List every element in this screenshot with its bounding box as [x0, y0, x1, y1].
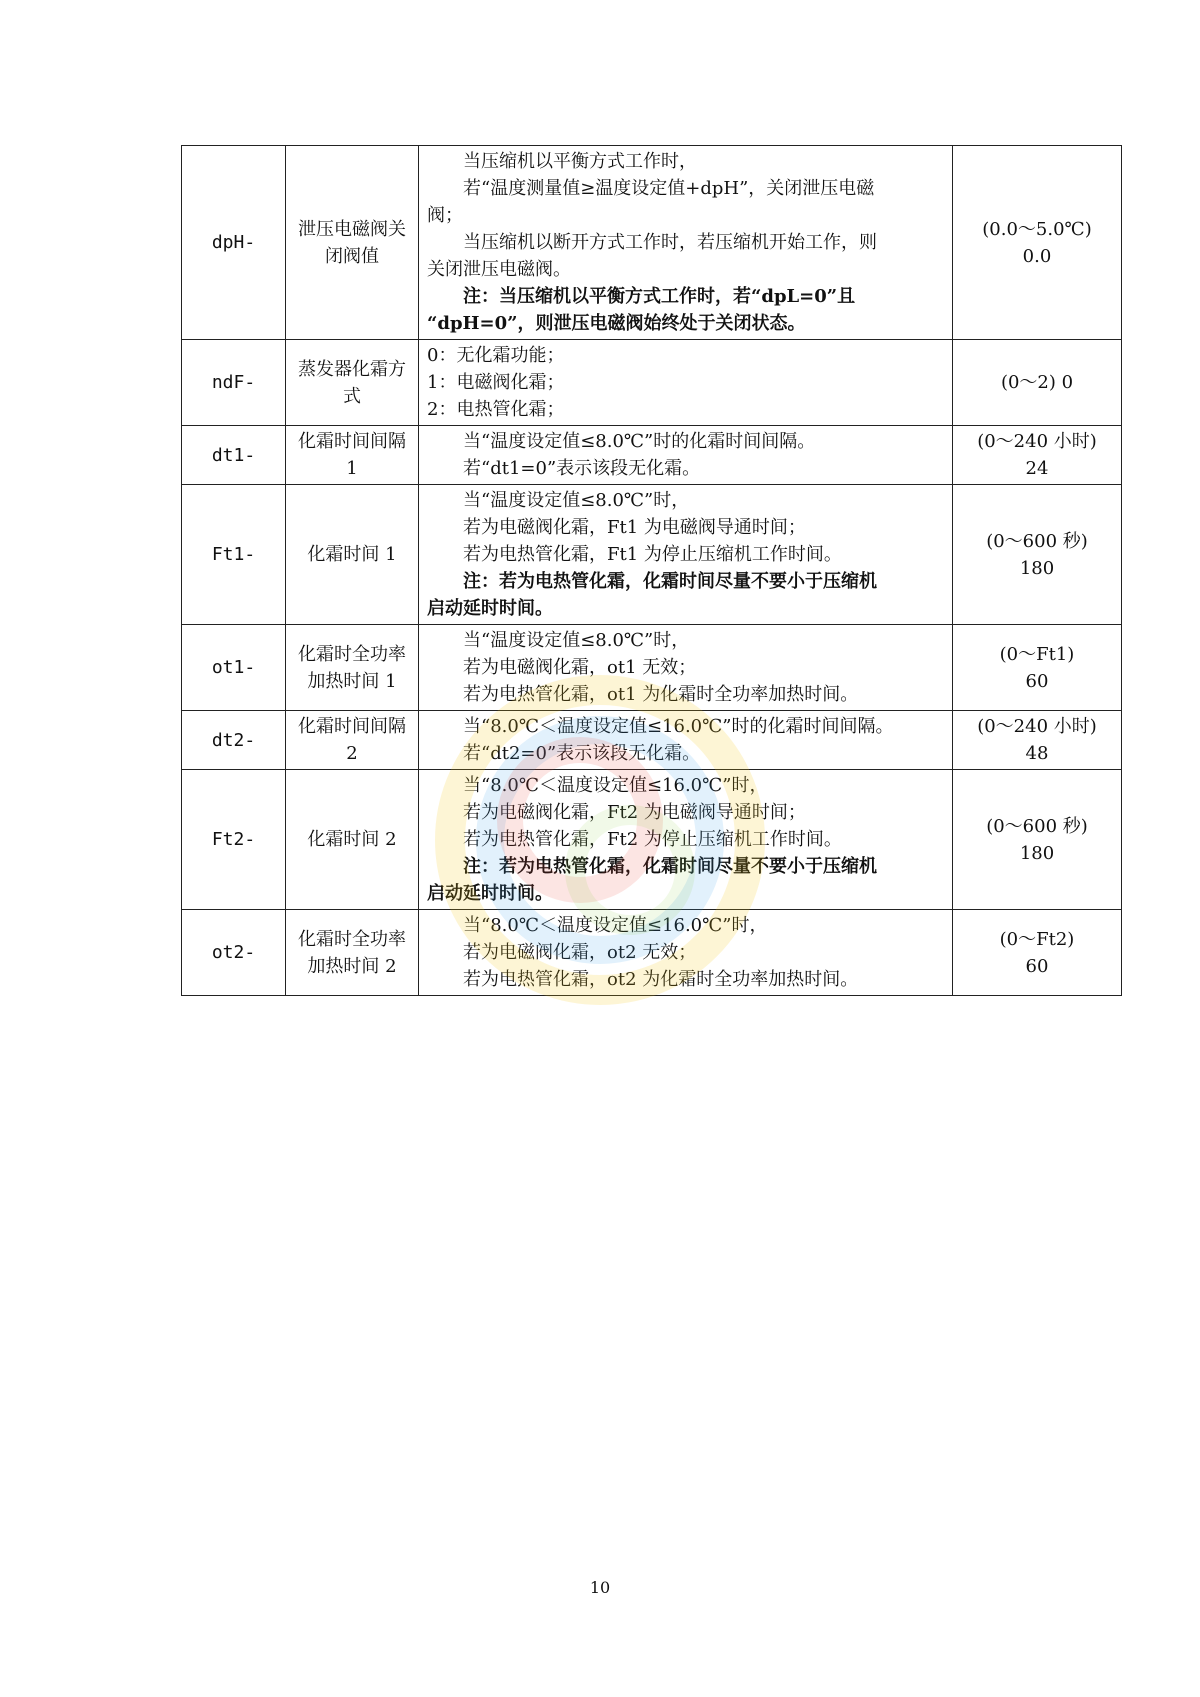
description-line: 若为电热管化霜，ot2 为化霜时全功率加热时间。	[463, 969, 859, 990]
description-line: 当“8.0℃＜温度设定值≤16.0℃”时，	[463, 775, 768, 796]
param-name: 化霜时间 1	[286, 485, 419, 625]
description-line: 若为电热管化霜，ot1 为化霜时全功率加热时间。	[463, 684, 859, 705]
range-value: (0～Ft2)	[999, 928, 1075, 950]
description-line: 若为电磁阀化霜，ot1 无效；	[463, 657, 697, 678]
param-code: dt1-	[182, 426, 286, 485]
description-line: 关闭泄压电磁阀。	[427, 259, 571, 280]
description-line: 若为电磁阀化霜，Ft2 为电磁阀导通时间；	[463, 802, 806, 823]
param-code: dt2-	[182, 711, 286, 770]
param-description	[419, 711, 953, 770]
param-name: 化霜时全功率加热时间 1	[286, 625, 419, 711]
description-line: 当压缩机以平衡方式工作时，	[463, 151, 697, 172]
param-code: ot2-	[182, 910, 286, 996]
parameter-table-body	[182, 146, 1122, 996]
table-row	[182, 770, 1122, 910]
param-name: 化霜时间间隔 2	[286, 711, 419, 770]
range-value: (0.0～5.0℃)	[982, 218, 1092, 240]
description-line: 当压缩机以断开方式工作时，若压缩机开始工作，则	[463, 232, 877, 253]
note-line: “dpH=0”，则泄压电磁阀始终处于关闭状态。	[427, 313, 806, 334]
table-row	[182, 711, 1122, 770]
param-description	[419, 770, 953, 910]
param-name: 化霜时间间隔 1	[286, 426, 419, 485]
note-line: 注：若为电热管化霜，化霜时间尽量不要小于压缩机	[463, 856, 877, 877]
description-line: 若“dt1=0”表示该段无化霜。	[463, 458, 701, 479]
param-description	[419, 625, 953, 711]
description-line: 1：电磁阀化霜；	[427, 372, 565, 393]
description-line: 阀；	[427, 205, 463, 226]
param-name: 蒸发器化霜方式	[286, 340, 419, 426]
param-range	[953, 146, 1122, 340]
table-row	[182, 910, 1122, 996]
note-line: 启动延时时间。	[427, 598, 553, 619]
note-line: 注：当压缩机以平衡方式工作时，若“dpL=0”且	[463, 286, 856, 307]
table-row	[182, 485, 1122, 625]
param-range	[953, 770, 1122, 910]
param-code: Ft1-	[182, 485, 286, 625]
table-row	[182, 426, 1122, 485]
param-range	[953, 625, 1122, 711]
note-line: 启动延时时间。	[427, 883, 553, 904]
description-line: 当“温度设定值≤8.0℃”时的化霜时间间隔。	[463, 431, 816, 452]
range-value: (0～600 秒)	[986, 530, 1088, 552]
default-value: 60	[1025, 670, 1049, 692]
default-value: 60	[1025, 955, 1049, 977]
note-line: 注：若为电热管化霜，化霜时间尽量不要小于压缩机	[463, 571, 877, 592]
param-code: dpH-	[182, 146, 286, 340]
param-description	[419, 340, 953, 426]
default-value: 24	[1025, 458, 1049, 479]
range-value: (0～240 小时)	[977, 716, 1097, 737]
table-row	[182, 146, 1122, 340]
description-line: 当“温度设定值≤8.0℃”时，	[463, 490, 690, 511]
param-range	[953, 711, 1122, 770]
description-line: 当“8.0℃＜温度设定值≤16.0℃”时的化霜时间间隔。	[463, 716, 894, 737]
default-value: 0.0	[1022, 245, 1052, 267]
description-line: 若为电磁阀化霜，ot2 无效；	[463, 942, 697, 963]
param-range	[953, 426, 1122, 485]
param-range	[953, 485, 1122, 625]
param-range	[953, 910, 1122, 996]
description-line: 当“8.0℃＜温度设定值≤16.0℃”时，	[463, 915, 768, 936]
description-line: 若“dt2=0”表示该段无化霜。	[463, 743, 701, 764]
param-name: 化霜时全功率加热时间 2	[286, 910, 419, 996]
param-code: Ft2-	[182, 770, 286, 910]
description-line: 2：电热管化霜；	[427, 399, 565, 420]
table-row	[182, 340, 1122, 426]
description-line: 0：无化霜功能；	[427, 345, 565, 366]
table-row	[182, 625, 1122, 711]
param-code: ot1-	[182, 625, 286, 711]
default-value: 180	[1019, 557, 1055, 579]
description-line: 当“温度设定值≤8.0℃”时，	[463, 630, 690, 651]
description-line: 若为电磁阀化霜，Ft1 为电磁阀导通时间；	[463, 517, 806, 538]
parameter-table	[181, 145, 1122, 996]
description-line: 若为电热管化霜，Ft1 为停止压缩机工作时间。	[463, 544, 842, 565]
description-line: 若“温度测量值≥温度设定值+dpH”，关闭泄压电磁	[463, 178, 875, 199]
param-description	[419, 426, 953, 485]
param-description	[419, 485, 953, 625]
range-value: (0～Ft1)	[999, 643, 1075, 665]
range-value: (0～240 小时)	[977, 431, 1097, 452]
param-description	[419, 146, 953, 340]
param-description	[419, 910, 953, 996]
param-range	[953, 340, 1122, 426]
param-name: 泄压电磁阀关闭阀值	[286, 146, 419, 340]
range-value: (0～2) 0	[1000, 372, 1074, 393]
default-value: 180	[1019, 842, 1055, 864]
param-name: 化霜时间 2	[286, 770, 419, 910]
param-code: ndF-	[182, 340, 286, 426]
default-value: 48	[1025, 743, 1049, 764]
page-number: 10	[589, 1578, 611, 1597]
description-line: 若为电热管化霜，Ft2 为停止压缩机工作时间。	[463, 829, 842, 850]
range-value: (0～600 秒)	[986, 815, 1088, 837]
